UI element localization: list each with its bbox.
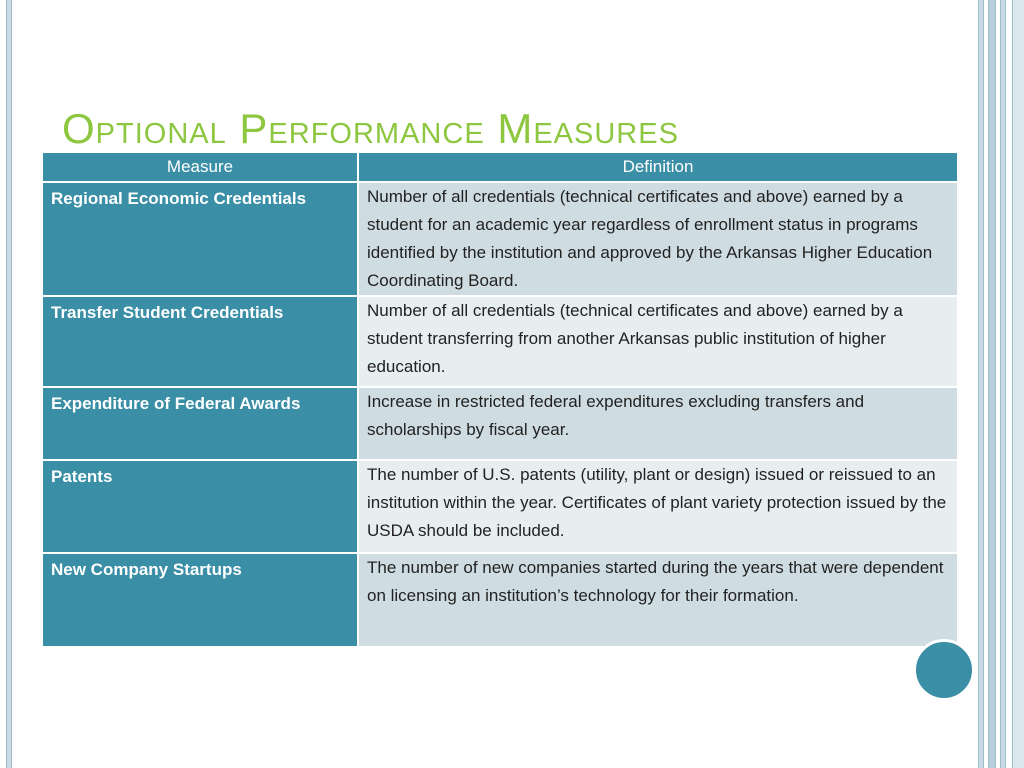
- table-row: [43, 182, 957, 296]
- table-row: [43, 387, 957, 460]
- table-row: [43, 296, 957, 387]
- decorative-circle: [913, 639, 975, 701]
- measure-cell: New Company Startups: [43, 553, 358, 647]
- slide-title: Optional Performance Measures: [62, 105, 679, 152]
- slide-frame-right-bar: [978, 0, 984, 768]
- definition-cell: The number of new companies started during the years that were dependent on licensing an institution’s technology for their formation.: [358, 553, 957, 647]
- table-row: [43, 460, 957, 553]
- definition-cell: The number of U.S. patents (utility, plant or design) issued or reissued to an institution within the year. Certificates of plant variety protection issued by the USDA should be included.: [358, 460, 957, 553]
- measures-table: [43, 153, 957, 648]
- measure-cell: Patents: [43, 460, 358, 553]
- table-header-row: [43, 153, 957, 182]
- measure-cell: Regional Economic Credentials: [43, 182, 358, 296]
- slide-frame-right-bar: [988, 0, 996, 768]
- slide-frame-left: [6, 0, 12, 768]
- definition-cell: Increase in restricted federal expenditures excluding transfers and scholarships by fiscal year.: [358, 387, 957, 460]
- slide-frame-right-bar: [1000, 0, 1006, 768]
- table-row: [43, 553, 957, 647]
- header-measure: Measure: [43, 153, 358, 182]
- measure-cell: Transfer Student Credentials: [43, 296, 358, 387]
- definition-cell: Number of all credentials (technical certificates and above) earned by a student for an academic year regardless of enrollment status in programs identified by the institution and approved by the Arkansas Higher Education Coordinating Board.: [358, 182, 957, 296]
- measure-cell: Expenditure of Federal Awards: [43, 387, 358, 460]
- header-definition: Definition: [358, 153, 957, 182]
- definition-cell: Number of all credentials (technical certificates and above) earned by a student transferring from another Arkansas public institution of higher education.: [358, 296, 957, 387]
- slide-frame-right-bar: [1012, 0, 1024, 768]
